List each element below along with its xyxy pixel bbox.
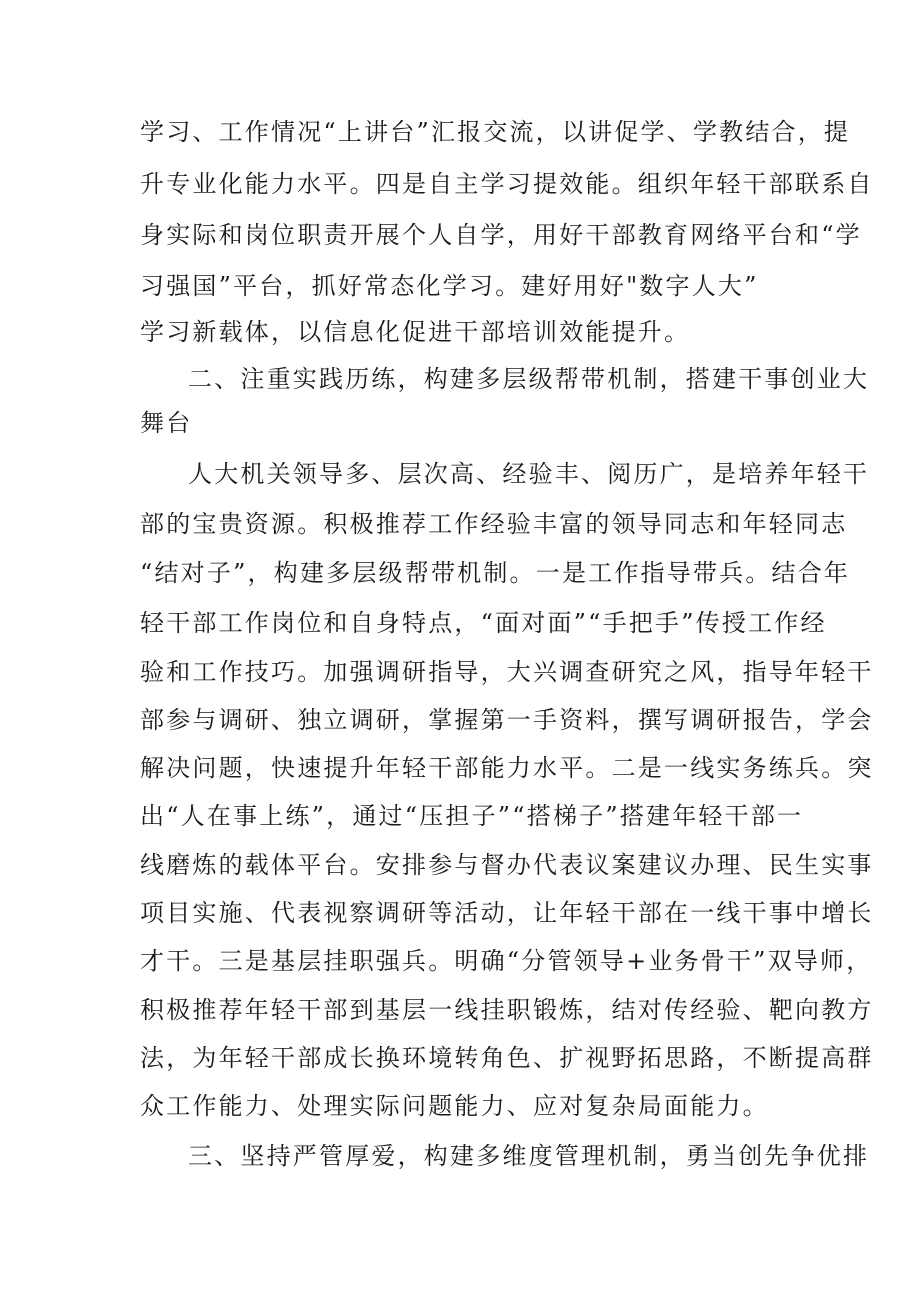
text-line: 身实际和岗位职责开展个人自学，用好干部教育网络平台和“学 [140,221,862,249]
text-line: 习强国”平台，抓好常态化学习。建好用好"数字人大” [140,272,759,300]
section-heading-2: 二、注重实践历练，构建多层级帮带机制，搭建干事创业大 [188,365,870,393]
text-line: 解决问题，快速提升年轻干部能力水平。二是一线实务练兵。突 [140,754,874,782]
text-line: 出“人在事上练”，通过“压担子”“搭梯子”搭建年轻干部一 [140,802,804,830]
text-line: 轻干部工作岗位和自身特点，“面对面”“手把手”传授工作经 [140,609,827,637]
section-heading-2-cont: 舞台 [140,409,193,437]
text-line: 升专业化能力水平。四是自主学习提效能。组织年轻干部联系自 [140,170,874,198]
text-line: 线磨炼的载体平台。安排参与督办代表议案建议办理、民生实事 [140,851,874,879]
text-line: 学习新载体，以信息化促进干部培训效能提升。 [140,318,691,346]
text-line: 学习、工作情况“上讲台”汇报交流，以讲促学、学教结合，提 [140,118,851,146]
text-line: 部参与调研、独立调研，掌握第一手资料，撰写调研报告，学会 [140,706,874,734]
text-line: 项目实施、代表视察调研等活动，让年轻干部在一线干事中增长 [140,899,874,927]
paragraph-start: 人大机关领导多、层次高、经验丰、阅历广，是培养年轻干 [188,460,870,488]
text-line: 众工作能力、处理实际问题能力、应对复杂局面能力。 [140,1092,769,1120]
section-heading-3: 三、坚持严管厚爱，构建多维度管理机制，勇当创先争优排 [188,1142,870,1170]
text-line: 积极推荐年轻干部到基层一线挂职锻炼，结对传经验、靶向教方 [140,996,874,1024]
text-line: 才干。三是基层挂职强兵。明确“分管领导+业务骨干”双导师， [140,947,873,975]
text-line: 部的宝贵资源。积极推荐工作经验丰富的领导同志和年轻同志 [140,510,848,538]
text-line: 法，为年轻干部成长换环境转角色、扩视野拓思路，不断提高群 [140,1044,874,1072]
text-line: 验和工作技巧。加强调研指导，大兴调查研究之风，指导年轻干 [140,658,874,686]
text-line: “结对子”，构建多层级帮带机制。一是工作指导带兵。结合年 [140,559,851,587]
